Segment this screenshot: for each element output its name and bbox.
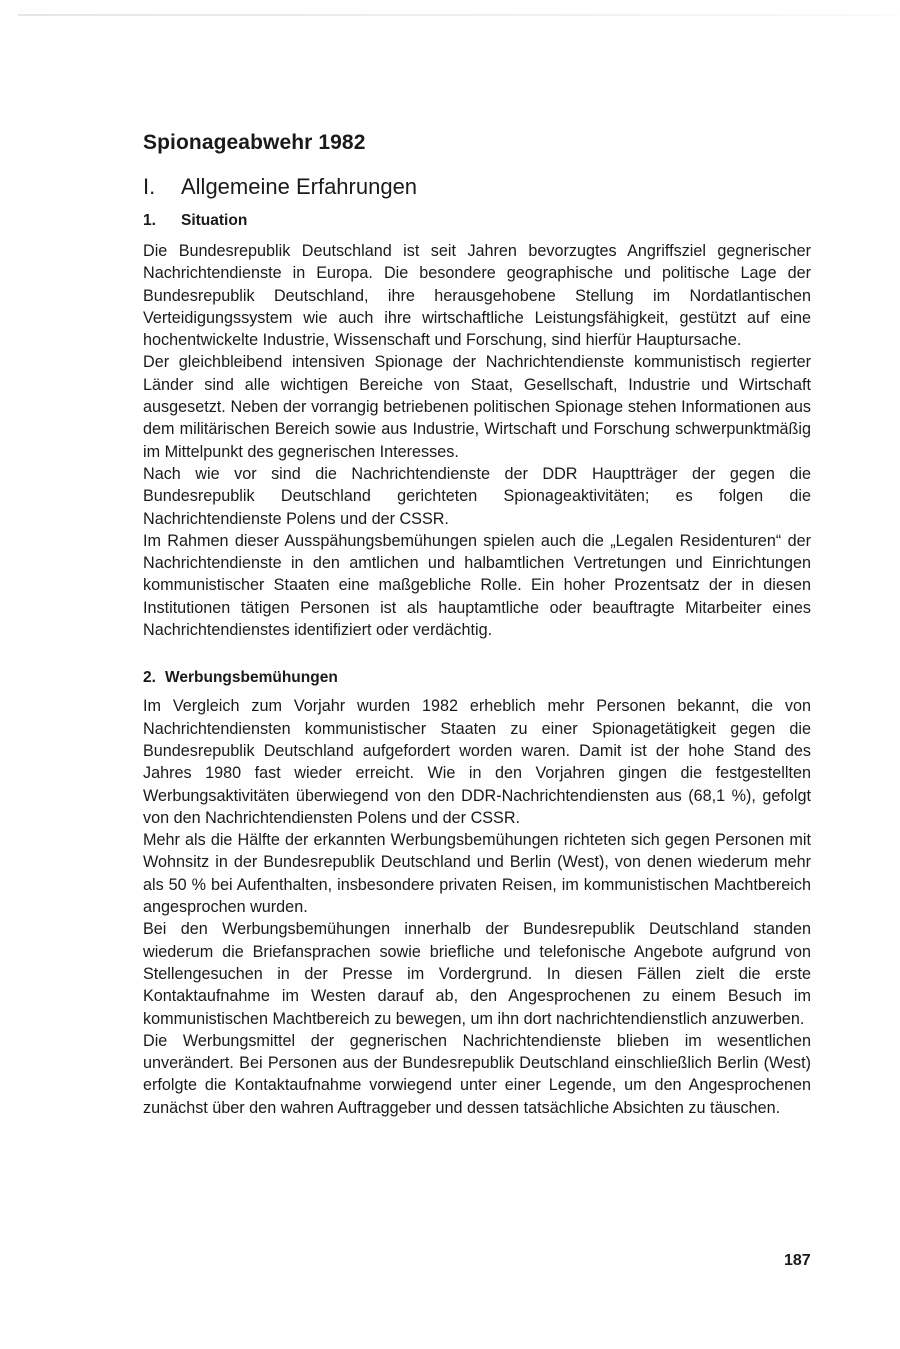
chapter-number: I.	[143, 174, 156, 199]
section-title: Werbungsbemühungen	[165, 669, 338, 687]
paragraph: Im Vergleich zum Vorjahr wurden 1982 erheblich mehr Personen bekannt, die von Nachrichtendiensten kommunistischer Staaten zu einer Spionagetätigkeit gegen die Bundesrepublik Deutschland aufgefordert worden waren. Damit ist der hohe Stand des Jahres 1980 fast wieder erreicht. Wie in den Vorjahren gingen die festgestellten Werbungsaktivitäten überwiegend von den DDR-Nachrichtendiensten aus (68,1 %), gefolgt von den Nachrichtendiensten Polens und der CSSR.	[143, 697, 811, 827]
section-number: 2.	[143, 669, 156, 687]
paragraph: Bei den Werbungsbemühungen innerhalb der Bundesrepublik Deutschland standen wiederum die Briefansprachen sowie briefliche und telefonische Angebote aufgrund von Stellengesuchen in der Presse im Vordergrund. In diesen Fällen zielt die erste Kontaktaufnahme im Westen darauf ab, den Angesprochenen zu einem Besuch im kommunistischen Machtbereich zu bewegen, um ihn dort nachrichtendienstlich anzuwerben.	[143, 920, 811, 1028]
document-title: Spionageabwehr 1982	[143, 131, 366, 154]
paragraph: Die Werbungsmittel der gegnerischen Nachrichtendienste blieben im wesentlichen unverändert. Bei Personen aus der Bundesrepublik Deutschland einschließlich Berlin (West) erfolgte die Kontaktaufnahme vorwiegend unter einer Legende, um den Angesprochenen zunächst über den wahren Auftraggeber und dessen tatsächliche Absichten zu täuschen.	[143, 1031, 811, 1117]
section-heading-werbungsbemuehungen	[143, 665, 811, 691]
paragraph: Der gleichbleibend intensiven Spionage der Nachrichtendienste kommunistisch regierter Länder sind alle wichtigen Bereiche von Staat, Gesellschaft, Industrie und Wirtschaft ausgesetzt. Neben der vorrangig betriebenen politischen Spionage stehen Informationen aus dem militärischen Bereich sowie aus Industrie, Wirtschaft und Forschung schwerpunktmäßig im Mittelpunkt des gegnerischen Interesses.	[143, 353, 811, 461]
section-heading-situation	[143, 208, 811, 234]
document-page	[143, 128, 811, 1119]
paragraph: Im Rahmen dieser Ausspähungsbemühungen spielen auch die „Legalen Residenturen“ der Nachrichtendienste in den amtlichen und halbamtlichen Vertretungen und Einrichtungen kommunistischer Staaten eine maßgebliche Rolle. Ein hoher Prozentsatz der in diesen Institutionen tätigen Personen ist als hauptamtliche oder beauftragte Mitarbeiter eines Nachrichtendienstes identifiziert oder verdächtig.	[143, 531, 811, 640]
paragraph: Mehr als die Hälfte der erkannten Werbungsbemühungen richteten sich gegen Personen mit Wohnsitz in der Bundesrepublik Deutschland und Berlin (West), von denen wiederum mehr als 50 % bei Aufenthalten, insbesondere privaten Reisen, im kommunistischen Machtbereich angesprochen wurden.	[143, 831, 811, 917]
paragraph: Die Bundesrepublik Deutschland ist seit Jahren bevorzugtes Angriffsziel gegnerischer Nachrichtendienste in Europa. Die besondere geographische und politische Lage der Bundesrepublik Deutschland, ihre herausgehobene Stellung im Nordatlantischen Verteidigungssystem wie auch ihre wirtschaftliche Leistungsfähigkeit, gestützt auf eine hochentwickelte Industrie, Wissenschaft und Forschung, sind hierfür Hauptursache.	[143, 242, 811, 350]
chapter-heading	[143, 172, 811, 202]
paragraph: Nach wie vor sind die Nachrichtendienste der DDR Hauptträger der gegen die Bundesrepublik Deutschland gerichteten Spionageaktivitäten; es folgen die Nachrichtendienste Polens und der CSSR.	[143, 464, 811, 528]
section-title: Situation	[181, 212, 248, 229]
scan-top-edge	[18, 14, 898, 16]
section-number: 1.	[143, 212, 156, 229]
chapter-title: Allgemeine Erfahrungen	[181, 174, 418, 199]
page-number: 187	[784, 1252, 811, 1269]
